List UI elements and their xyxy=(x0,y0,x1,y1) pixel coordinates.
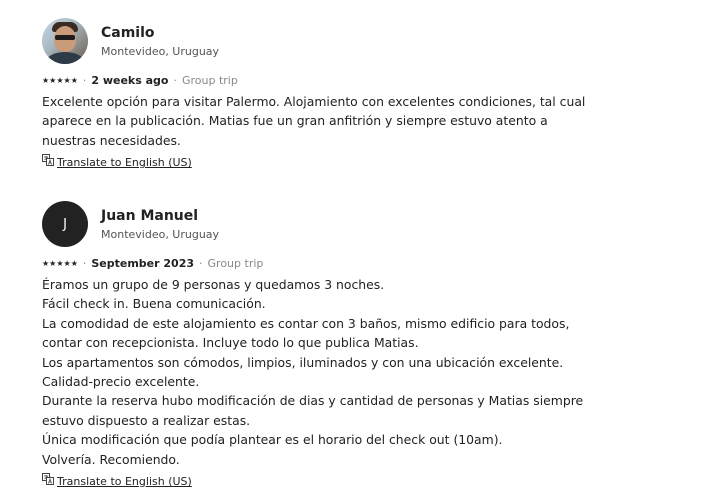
review-date: 2 weeks ago xyxy=(91,74,169,87)
review-text xyxy=(42,92,682,150)
reviewer-name[interactable]: Juan Manuel xyxy=(101,207,199,224)
trip-type: Group trip xyxy=(181,74,238,87)
review-line: Éramos un grupo de 9 personas y quedamos 3 noches. xyxy=(42,277,385,292)
review-line: Excelente opción para visitar Palermo. Alojamiento con excelentes condiciones, tal cual xyxy=(42,94,586,109)
separator-dot: · xyxy=(82,257,87,270)
translate-row xyxy=(42,154,682,172)
review-line: aparece en la publicación. Matias fue un gran anfitrión y siempre estuvo atento a xyxy=(42,113,548,129)
translate-icon xyxy=(42,473,54,491)
avatar-initial: J xyxy=(63,216,67,232)
avatar[interactable] xyxy=(42,18,88,64)
review-line: La comodidad de este alojamiento es contar con 3 baños, mismo edificio para todos, xyxy=(42,315,570,331)
separator-dot: · xyxy=(199,257,203,270)
avatar-shirt xyxy=(46,52,84,64)
avatar[interactable] xyxy=(42,201,88,247)
review-line: Volvería. Recomiendo. xyxy=(42,451,180,467)
review-text xyxy=(42,275,682,469)
review-line: nuestras necesidades. xyxy=(42,132,181,148)
review-line: Durante la reserva hubo modificación de dias y cantidad de personas y Matias siempre xyxy=(42,393,584,409)
reviewer-name[interactable]: Camilo xyxy=(101,24,155,41)
translate-icon xyxy=(42,154,54,172)
reviewer-location: Montevideo, Uruguay xyxy=(101,227,220,241)
translate-row xyxy=(42,473,682,491)
review-date: September 2023 xyxy=(91,257,195,270)
review-header xyxy=(42,17,682,65)
review-meta xyxy=(42,257,682,271)
review-line: Calidad-precio excelente. xyxy=(42,374,200,390)
translate-link[interactable]: Translate to English (US) xyxy=(57,475,192,489)
reviewer-info xyxy=(101,24,219,59)
translate-link[interactable]: Translate to English (US) xyxy=(57,156,192,170)
review-meta xyxy=(42,74,682,88)
review-line: estuvo dispuesto a realizar estas. xyxy=(42,412,251,428)
star-rating-icon: ★★★★★ xyxy=(42,259,78,268)
avatar-glasses xyxy=(55,35,75,40)
review-card xyxy=(42,200,682,491)
reviewer-info xyxy=(101,207,219,242)
review-card xyxy=(42,17,682,172)
review-line: Los apartamentos son cómodos, limpios, iluminados y con una ubicación excelente. xyxy=(42,354,564,370)
trip-type: Group trip xyxy=(207,257,264,270)
separator-dot: · xyxy=(173,74,177,87)
review-header xyxy=(42,200,682,248)
review-line: Fácil check in. Buena comunicación. xyxy=(42,296,266,312)
separator-dot: · xyxy=(82,74,87,87)
star-rating-icon: ★★★★★ xyxy=(42,76,78,85)
review-line: contar con recepcionista. Incluye todo lo que publica Matias. xyxy=(42,335,419,351)
review-line: Única modificación que podía plantear es el horario del check out (10am). xyxy=(42,432,503,448)
reviewer-location: Montevideo, Uruguay xyxy=(101,44,220,58)
